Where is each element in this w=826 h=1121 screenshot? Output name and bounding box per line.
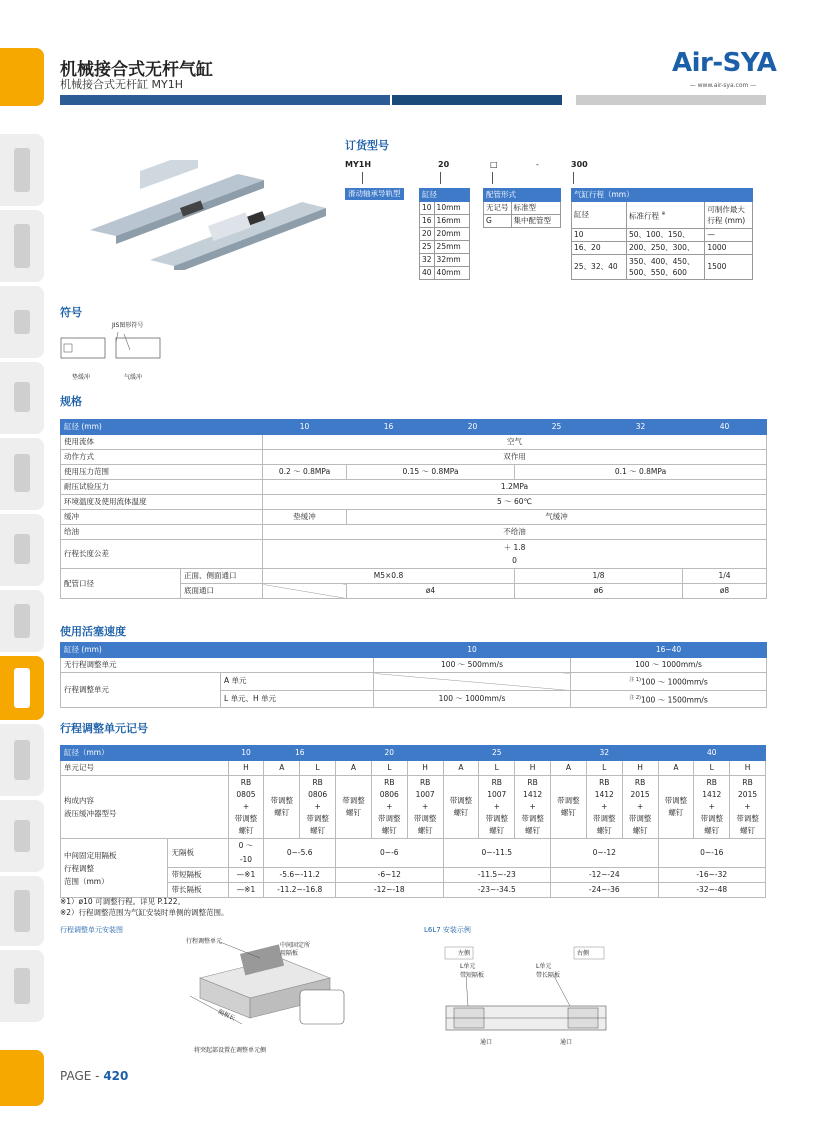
unit-note-1: ※1）ø10 可调整行程。详见 P.122。 xyxy=(60,897,186,906)
unit-content-line: + xyxy=(601,802,608,811)
unit-content-line: 带调整 xyxy=(270,796,294,805)
unit-content-line: + xyxy=(314,802,321,811)
page-label: PAGE - xyxy=(60,1069,104,1083)
bore-code: 10 xyxy=(420,202,435,215)
unit-content-cell xyxy=(264,776,300,839)
guide-type-label: 滑动轴承导轨型 xyxy=(345,188,404,200)
stroke-col-std xyxy=(627,202,705,229)
unit-content-line: 螺钉 xyxy=(381,826,397,835)
unit-symbol-cell: H xyxy=(228,761,264,776)
cylinder-symbol xyxy=(60,330,166,370)
spec-row-value: 5 ～ 60℃ xyxy=(263,495,767,510)
install-label: 左侧 xyxy=(458,950,471,957)
pump-icon xyxy=(14,968,30,1004)
bore-size: 40mm xyxy=(434,267,469,280)
header-bar-grey xyxy=(576,95,766,105)
spec-row-value: 0.15 ～ 0.8MPa xyxy=(347,465,515,480)
unit-content-line: 带调整 xyxy=(306,814,329,823)
unit-range-cell: -5.6~-11.2 xyxy=(264,868,336,883)
unit-section-title: 行程调整单元记号 xyxy=(60,722,148,735)
piping-table xyxy=(483,188,561,228)
bore-size: 32mm xyxy=(434,254,469,267)
unit-content-cell xyxy=(407,776,443,839)
spec-row-label: 动作方式 xyxy=(61,450,263,465)
spec-row-sublabel: 底面通口 xyxy=(181,584,263,599)
unit-content-line: 0806 xyxy=(379,790,399,799)
unit-content-line: + xyxy=(421,802,429,811)
spec-row-label: 缓冲 xyxy=(61,510,263,525)
unit-content-line: 螺钉 xyxy=(453,808,469,817)
install-label: 带长隔板 xyxy=(536,972,561,979)
unit-range-cell: -12~-18 xyxy=(336,883,443,898)
stroke-col-max-1: 可制作最大 xyxy=(707,205,745,214)
unit-content-line: 带调整 xyxy=(485,814,509,823)
unit-content-line: 带调整 xyxy=(593,814,616,823)
filter-icon xyxy=(14,148,30,192)
unit-content-line: 带调整 xyxy=(449,796,473,805)
spec-row-value: 1/8 xyxy=(515,569,683,584)
fitting-icon xyxy=(14,382,30,412)
install-label: 行程调整单元 xyxy=(186,938,223,945)
install-right-title: L6L7 安装示例 xyxy=(424,926,471,934)
spec-row-sublabel: 正面、侧面通口 xyxy=(181,569,263,584)
page-title: 机械接合式无杆气缸 xyxy=(60,60,213,80)
unit-header-label: 缸径（mm） xyxy=(61,746,229,761)
range-sublabel: 带短隔板 xyxy=(168,868,228,883)
side-tab-10[interactable] xyxy=(0,876,44,946)
side-tab-9[interactable] xyxy=(0,800,44,872)
unit-content-line: 螺钉 xyxy=(668,808,684,817)
leader-line xyxy=(492,172,493,184)
install-label: 通口 xyxy=(560,1039,573,1046)
unit-header-bore: 20 xyxy=(336,746,443,761)
spec-row-value: ø8 xyxy=(683,584,767,599)
speed-table xyxy=(60,642,767,708)
side-tab-8[interactable] xyxy=(0,724,44,796)
order-code-stroke: 300 xyxy=(571,160,588,169)
unit-content-line: 带调整 xyxy=(736,814,759,823)
unit-content-line: 螺钉 xyxy=(310,826,326,835)
bore-code: 32 xyxy=(420,254,435,267)
side-tab-7[interactable] xyxy=(0,590,44,652)
install-left-title: 行程调整单元安装图 xyxy=(60,926,123,934)
unit-content-line: 带调整 xyxy=(628,814,652,823)
unit-content-line: 2015 xyxy=(738,790,758,799)
spec-row-value: 0.2 ～ 0.8MPa xyxy=(263,465,347,480)
jis-label: JIS图形符号 xyxy=(112,322,144,329)
speed-value xyxy=(571,690,767,708)
install-label: 带短隔板 xyxy=(460,972,485,979)
page-number xyxy=(60,1069,128,1083)
symbol-left-label: 垫缓冲 xyxy=(72,374,91,381)
elbow-icon xyxy=(14,820,30,852)
speed-value: 100 ～ 500mm/s xyxy=(374,658,571,673)
stroke-max: 1000 xyxy=(705,242,753,255)
unit-range-cell: 0~-16 xyxy=(658,839,766,868)
unit-content-cell xyxy=(371,776,407,839)
content-label-2: 液压缓冲器型号 xyxy=(64,809,117,818)
unit-content-cell xyxy=(515,776,551,839)
unit-content-line: RB xyxy=(491,778,502,787)
unit-header-bore: 10 xyxy=(228,746,264,761)
brand-website: — www.air-sya.com — xyxy=(689,82,757,89)
unit-content-cell xyxy=(658,776,694,839)
range-label-3: 范围（mm） xyxy=(64,876,109,886)
spec-header-bore: 16 xyxy=(347,420,431,435)
content-label-1: 构成内容 xyxy=(64,796,94,805)
diagonal-cell xyxy=(374,673,571,691)
unit-content-line: 螺钉 xyxy=(345,808,361,817)
unit-content-cell xyxy=(586,776,622,839)
spec-row-label: 使用流体 xyxy=(61,435,263,450)
unit-content-line: RB xyxy=(634,778,646,787)
unit-content-line: 1412 xyxy=(594,790,614,799)
order-code-dash: - xyxy=(536,160,539,169)
spec-row-label: 使用压力范围 xyxy=(61,465,263,480)
unit-content-line: RB xyxy=(599,778,610,787)
speed-header-label: 缸径 (mm) xyxy=(61,643,374,658)
unit-content-line: 螺钉 xyxy=(596,826,612,835)
install-label: 将突起部设置在调整单元侧 xyxy=(194,1047,267,1054)
page-number-value: 420 xyxy=(103,1069,129,1083)
spec-row-label: 给油 xyxy=(61,525,263,540)
spec-row-value: 1/4 xyxy=(683,569,767,584)
unit-content-line: 1412 xyxy=(523,790,543,799)
spec-row-value: 双作用 xyxy=(263,450,767,465)
unit-content-line: 0806 xyxy=(308,790,328,799)
unit-range-cell: -11.2~-16.8 xyxy=(264,883,336,898)
speed-sublabel: A 单元 xyxy=(221,673,374,691)
order-section-title: 订货型号 xyxy=(345,139,389,152)
lubricator-icon xyxy=(14,224,30,268)
unit-header-bore: 25 xyxy=(443,746,550,761)
unit-content-line: 螺钉 xyxy=(704,826,720,835)
bore-size: 10mm xyxy=(434,202,469,215)
stroke-bore: 10 xyxy=(572,229,627,242)
unit-symbol-cell: L xyxy=(371,761,407,776)
brand-website-text: www.air-sya.com xyxy=(697,82,749,89)
unit-content-cell xyxy=(443,776,479,839)
side-tab-cylinder[interactable] xyxy=(0,656,44,720)
piping-desc: 集中配管型 xyxy=(511,215,560,228)
stroke-std: 200、250、300、 xyxy=(627,242,705,255)
silencer-icon xyxy=(14,890,30,932)
piping-header: 配管形式 xyxy=(484,189,561,202)
spec-row-value: 空气 xyxy=(263,435,767,450)
stroke-header: 气缸行程（mm） xyxy=(572,189,753,202)
symbol-right-label: 气缓冲 xyxy=(124,374,143,381)
unit-symbol-cell: A xyxy=(443,761,479,776)
unit-content-line: + xyxy=(493,802,500,811)
piping-code: G xyxy=(484,215,512,228)
bore-table xyxy=(419,188,470,280)
range-sublabel: 无隔板 xyxy=(168,839,228,868)
spec-row-label: 行程长度公差 xyxy=(61,540,263,569)
unit-content-line: + xyxy=(744,802,751,811)
page-subtitle: 机械接合式无杆缸 MY1H xyxy=(60,78,183,91)
unit-symbol-label: 单元记号 xyxy=(61,761,229,776)
stroke-bore: 25、32、40 xyxy=(572,255,627,280)
stroke-col-bore: 缸径 xyxy=(572,202,627,229)
unit-range-cell: -12~-24 xyxy=(551,868,658,883)
unit-content-line: RB xyxy=(742,778,753,787)
speed-section-title: 使用活塞速度 xyxy=(60,625,126,638)
diagonal-cell xyxy=(263,584,347,599)
unit-content-line: 螺钉 xyxy=(632,826,648,835)
unit-content-cell xyxy=(694,776,730,839)
side-tab-2[interactable] xyxy=(0,210,44,282)
unit-content-line: RB xyxy=(527,778,538,787)
bore-code: 25 xyxy=(420,241,435,254)
unit-content-line: + xyxy=(529,802,536,811)
speed-value-text: 100 ～ 1500mm/s xyxy=(641,695,708,704)
unit-range-cell: —※1 xyxy=(228,868,264,883)
spec-row-value xyxy=(263,540,767,569)
unit-content-cell xyxy=(479,776,515,839)
side-tab-5[interactable] xyxy=(0,438,44,510)
range-sublabel: 带长隔板 xyxy=(168,883,228,898)
leader-line xyxy=(573,172,574,184)
speed-row-label: 无行程调整单元 xyxy=(61,658,374,673)
spec-header-bore: 32 xyxy=(599,420,683,435)
spec-header-bore: 10 xyxy=(263,420,347,435)
stroke-col-max-2: 行程 (mm) xyxy=(707,216,746,225)
piping-desc: 标准型 xyxy=(511,202,560,215)
bore-size: 25mm xyxy=(434,241,469,254)
spec-header-bore: 25 xyxy=(515,420,599,435)
bore-size: 20mm xyxy=(434,228,469,241)
unit-range-cell: 0~-5.6 xyxy=(264,839,336,868)
unit-content-line: 螺钉 xyxy=(417,826,433,835)
spec-row-label: 配管口径 xyxy=(61,569,181,599)
unit-header-bore: 16 xyxy=(264,746,336,761)
unit-header-bore: 40 xyxy=(658,746,766,761)
spec-row-value: 不给油 xyxy=(263,525,767,540)
gripper-icon xyxy=(14,740,30,780)
speed-sublabel: L 单元、H 单元 xyxy=(221,690,374,708)
unit-symbol-cell: H xyxy=(407,761,443,776)
unit-content-line: 1007 xyxy=(487,790,507,799)
block-icon xyxy=(14,534,30,564)
valve-icon xyxy=(14,310,30,334)
spec-row-label: 环境温度及使用流体温度 xyxy=(61,495,263,510)
unit-content-line: 螺钉 xyxy=(238,826,254,835)
solenoid-icon xyxy=(14,454,30,492)
unit-note-2: ※2）行程调整范围为气缸安装时单侧的调整范围。 xyxy=(60,908,229,917)
unit-symbol-cell: H xyxy=(515,761,551,776)
unit-content-line: + xyxy=(636,802,644,811)
unit-content-line: 带调整 xyxy=(378,814,401,823)
speed-note: 注 2) xyxy=(629,694,642,701)
unit-content-cell xyxy=(551,776,587,839)
unit-content-line: RB xyxy=(240,778,252,787)
speed-header-bore: 16~40 xyxy=(571,643,767,658)
speed-value-text: 100 ～ 1000mm/s xyxy=(641,677,708,687)
unit-range-cell: 0 ～ -10 xyxy=(228,839,264,868)
stroke-std xyxy=(627,255,705,280)
install-left-diagram xyxy=(180,938,350,1048)
stroke-std-2: 500、550、600 xyxy=(629,268,687,277)
speed-note: 注 1) xyxy=(629,677,642,683)
unit-range-label xyxy=(61,839,168,898)
unit-table xyxy=(60,745,766,898)
order-code-piping: □ xyxy=(490,160,498,169)
install-label: 通口 xyxy=(480,1039,493,1046)
unit-content-line: RB xyxy=(312,778,323,787)
unit-content-line: 螺钉 xyxy=(489,826,505,835)
install-label: 右侧 xyxy=(577,950,590,957)
unit-symbol-cell: H xyxy=(730,761,766,776)
unit-content-line: 1007 xyxy=(415,790,435,799)
stroke-std: 50、100、150、 xyxy=(627,229,705,242)
stroke-max: — xyxy=(705,229,753,242)
speed-header-bore: 10 xyxy=(374,643,571,658)
unit-content-cell xyxy=(300,776,336,839)
order-code-bore: 20 xyxy=(438,160,450,169)
piping-code: 无记号 xyxy=(484,202,512,215)
unit-content-cell xyxy=(730,776,766,839)
unit-symbol-cell: L xyxy=(586,761,622,776)
spec-row-label: 耐压试验压力 xyxy=(61,480,263,495)
side-tab-top[interactable] xyxy=(0,48,44,106)
unit-content-line: 螺钉 xyxy=(525,826,541,835)
spec-row-value: 0.1 ～ 0.8MPa xyxy=(515,465,767,480)
bore-code: 16 xyxy=(420,215,435,228)
spec-header-bore: 40 xyxy=(683,420,767,435)
side-tab-bottom[interactable] xyxy=(0,1050,44,1106)
unit-content-line: RB xyxy=(384,778,395,787)
leader-line xyxy=(362,172,363,184)
unit-content-line: 螺钉 xyxy=(740,826,756,835)
unit-symbol-cell: A xyxy=(264,761,300,776)
speed-value: 100 ～ 1000mm/s xyxy=(374,690,571,708)
unit-content-line: 螺钉 xyxy=(560,808,576,817)
spec-row-value: ø4 xyxy=(347,584,515,599)
unit-symbol-cell: A xyxy=(336,761,372,776)
install-label: 隔板长 xyxy=(216,1008,237,1023)
unit-range-cell: -16~-32 xyxy=(658,868,766,883)
range-label-1: 中间固定用隔板 xyxy=(64,850,117,860)
unit-range-cell: 0~-12 xyxy=(551,839,658,868)
unit-symbol-cell: A xyxy=(658,761,694,776)
unit-range-cell: -23~-34.5 xyxy=(443,883,550,898)
spec-row-value: 垫缓冲 xyxy=(263,510,347,525)
speed-value: 100 ～ 1000mm/s xyxy=(571,658,767,673)
unit-content-line: 0805 xyxy=(236,790,256,799)
symbol-section-title: 符号 xyxy=(60,306,82,319)
unit-content-line: 2015 xyxy=(630,790,650,799)
unit-content-line: 带调整 xyxy=(521,814,544,823)
leader-line xyxy=(440,172,441,184)
unit-content-line: 带调整 xyxy=(413,814,437,823)
unit-content-line: 带调整 xyxy=(700,814,723,823)
unit-symbol-cell: L xyxy=(300,761,336,776)
unit-header-bore: 32 xyxy=(551,746,658,761)
speed-value xyxy=(571,673,767,691)
header-bar-dark xyxy=(60,95,390,105)
brand-logo: Air-SYA xyxy=(672,48,777,78)
spec-row-value: M5×0.8 xyxy=(263,569,515,584)
tolerance-plus: ＋ 1.8 xyxy=(503,543,526,552)
spec-header-label: 缸径 (mm) xyxy=(61,420,263,435)
install-label: L单元 xyxy=(536,963,552,970)
stroke-bore: 16、20 xyxy=(572,242,627,255)
unit-content-line: 1412 xyxy=(702,790,722,799)
unit-content-line: 带调整 xyxy=(664,796,688,805)
stroke-col-note: ※ xyxy=(661,210,666,217)
unit-range-cell: -32~-48 xyxy=(658,883,766,898)
unit-content-line: + xyxy=(386,802,393,811)
unit-content-line: 带调整 xyxy=(234,814,258,823)
unit-symbol-cell: L xyxy=(694,761,730,776)
spec-row-value: ø6 xyxy=(515,584,683,599)
unit-symbol-cell: H xyxy=(622,761,658,776)
unit-range-cell: —※1 xyxy=(228,883,264,898)
cylinder-icon xyxy=(14,668,30,708)
side-tab-3[interactable] xyxy=(0,286,44,358)
bore-code: 20 xyxy=(420,228,435,241)
side-tab-1[interactable] xyxy=(0,134,44,206)
bore-code: 40 xyxy=(420,267,435,280)
tolerance-zero: 0 xyxy=(512,556,517,565)
side-tab-6[interactable] xyxy=(0,514,44,586)
unit-content-line: RB xyxy=(706,778,717,787)
bore-header: 缸径 xyxy=(420,189,470,202)
header-bar-mid xyxy=(392,95,562,105)
spec-row-value: 1.2MPa xyxy=(263,480,767,495)
unit-content-line: 螺钉 xyxy=(274,808,290,817)
regulator-icon xyxy=(14,604,30,638)
unit-symbol-cell: A xyxy=(551,761,587,776)
spec-row-value: 气缓冲 xyxy=(347,510,767,525)
unit-content-cell xyxy=(228,776,264,839)
spec-table xyxy=(60,419,767,599)
unit-range-cell: -24~-36 xyxy=(551,883,658,898)
stroke-max: 1500 xyxy=(705,255,753,280)
install-label: 用隔板 xyxy=(280,950,299,957)
install-label: L单元 xyxy=(460,963,476,970)
spec-header-bore: 20 xyxy=(431,420,515,435)
range-label-2: 行程调整 xyxy=(64,863,94,873)
stroke-col-max xyxy=(705,202,753,229)
unit-content-line: + xyxy=(242,802,250,811)
bore-size: 16mm xyxy=(434,215,469,228)
speed-row-label: 行程调整单元 xyxy=(61,673,221,708)
stroke-std-1: 350、400、450、 xyxy=(629,257,695,266)
unit-range-cell: 0~-6 xyxy=(336,839,443,868)
unit-content-line: + xyxy=(708,802,715,811)
side-tab-4[interactable] xyxy=(0,362,44,434)
unit-content-cell xyxy=(336,776,372,839)
unit-content-cell xyxy=(622,776,658,839)
side-tab-11[interactable] xyxy=(0,950,44,1022)
unit-range-cell: 0~-11.5 xyxy=(443,839,550,868)
stroke-col-std-text: 标准行程 xyxy=(629,211,659,221)
unit-range-cell: -11.5~-23 xyxy=(443,868,550,883)
unit-content-label xyxy=(61,776,229,839)
stroke-table xyxy=(571,188,753,280)
unit-symbol-cell: L xyxy=(479,761,515,776)
unit-content-line: 带调整 xyxy=(342,796,365,805)
install-label: 中间固定所 xyxy=(280,942,311,949)
order-code-model: MY1H xyxy=(345,160,372,169)
unit-content-line: RB xyxy=(419,778,431,787)
product-image xyxy=(88,160,328,270)
unit-range-cell: -6~12 xyxy=(336,868,443,883)
spec-section-title: 规格 xyxy=(60,395,82,408)
unit-content-line: 带调整 xyxy=(557,796,580,805)
